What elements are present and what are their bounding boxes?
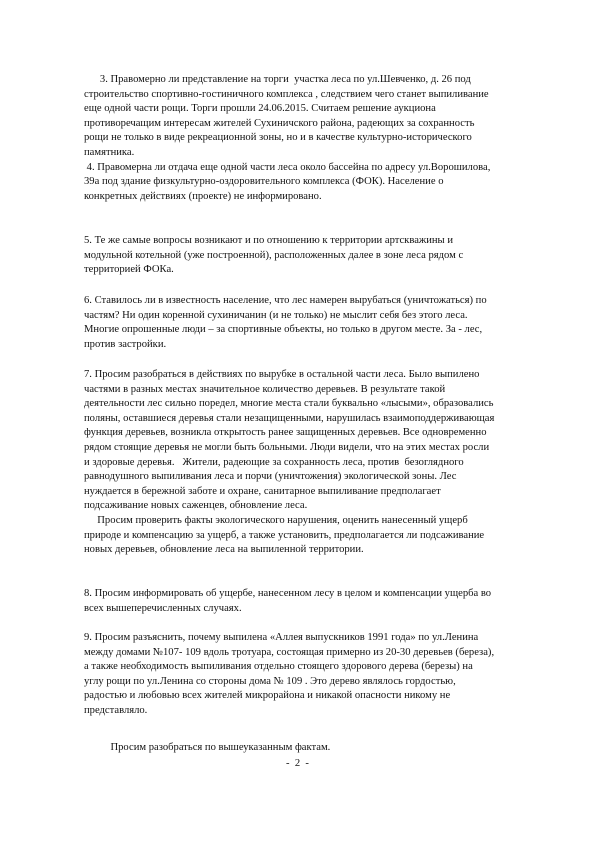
text-line: всех вышеперечисленных случаях.: [84, 602, 242, 614]
text-line: территорией ФОКа.: [84, 264, 174, 276]
text-line: Просим разобраться по вышеуказанным фактам.: [84, 742, 331, 753]
text-line: рядом стоящие деревья не могли быть больными. Люди видели, что на этих местах росли: [84, 441, 490, 453]
text-line: 8. Просим информировать об ущербе, нанесенном лесу в целом и компенсации ущерба во: [84, 588, 492, 599]
text-line: модульной котельной (уже построенной), расположенных далее в зоне леса рядом с: [84, 249, 464, 261]
text-line: равнодушного выпиливания леса и порчи (уничтожения) экологической зоны. Лес: [84, 471, 457, 483]
text-line: углу рощи по ул.Ленина со стороны дома № 109 . Это дерево являлось гордостью,: [84, 675, 456, 687]
text-line: нуждается в бережной заботе и охране, санитарное выпиливание предполагает: [84, 485, 441, 497]
text-line: и здоровые деревья. Жители, радеющие за сохранность леса, против безоглядного: [84, 456, 464, 468]
paragraph-7: [84, 368, 540, 558]
text-line: 6. Ставилось ли в известность население, что лес намерен вырубаться (уничтожаться) по: [84, 295, 487, 306]
paragraph-6: [84, 294, 540, 352]
text-line: новых деревьев, обновление леса на выпиленной территории.: [84, 544, 364, 556]
text-line: функция деревьев, возникла открытость ранее защищенных деревьев. Все одновременно: [84, 427, 487, 439]
text-line: подсаживание новых саженцев, обновление леса.: [84, 500, 308, 512]
text-line: природе и компенсацию за ущерб, а также установить, предполагается ли подсаживание: [84, 529, 485, 541]
text-line: а также необходимость выпиливания отдельно стоящего здорового дерева (березы) на: [84, 661, 473, 673]
paragraph-5: [84, 234, 540, 278]
text-line: Просим проверить факты экологического нарушения, оценить нанесенный ущерб: [84, 514, 468, 526]
text-line: Многие опрошенные люди – за спортивные объекты, но только в другом месте. За - лес,: [84, 324, 483, 336]
page-number: - 2 -: [286, 758, 309, 769]
text-line: 3. Правомерно ли представление на торги участка леса по ул.Шевченко, д. 26 под: [84, 74, 471, 85]
text-line: между домами №107- 109 вдоль тротуара, состоящая примерно из 20-30 деревьев (береза),: [84, 646, 495, 658]
text-line: 39а под здание физкультурно-оздоровительного комплекса (ФОК). Население о: [84, 176, 444, 188]
text-line: частями в разных местах значительное количество деревьев. В результате такой: [84, 383, 446, 395]
text-line: строительство спортивно-гостиничного комплекса , следствием чего станет выпиливание: [84, 88, 489, 100]
text-line: радостью и любовью всех жителей микрорайона и никакой опасности никому не: [84, 690, 451, 702]
text-line: противоречащим интересам жителей Сухиничского района, радеющих за сохранность: [84, 117, 475, 129]
text-line: рощи не только в виде рекреационной зоны, но и в качестве культурно-исторического: [84, 132, 472, 144]
text-line: 7. Просим разобраться в действиях по вырубке в остальной части леса. Было выпилено: [84, 369, 480, 380]
paragraph-3-4: [84, 73, 540, 204]
text-line: 5. Те же самые вопросы возникают и по отношению к территории артскважины и: [84, 235, 453, 246]
text-line: еще одной части рощи. Торги прошли 24.06.2015. Считаем решение аукциона: [84, 103, 436, 115]
text-line: конкретных действиях (проекте) не информировано.: [84, 190, 322, 202]
text-line: деятельности лес сильно поредел, многие места стали буквально «лысыми», образовались: [84, 398, 494, 410]
text-line: 4. Правомерна ли отдача еще одной части леса около бассейна по адресу ул.Ворошилова,: [84, 161, 491, 173]
paragraph-8: [84, 587, 540, 616]
closing-line: [84, 741, 540, 756]
text-line: поляны, оставшиеся деревья стали незащищенными, нарушилась взаимоподдерживающая: [84, 412, 495, 424]
text-line: 9. Просим разъяснить, почему выпилена «Аллея выпускников 1991 года» по ул.Ленина: [84, 632, 479, 643]
text-line: против застройки.: [84, 338, 167, 350]
text-line: частям? Ни один коренной сухиничанин (и не только) не мыслит себя без этого леса.: [84, 309, 468, 321]
text-line: памятника.: [84, 146, 135, 158]
text-line: представляло.: [84, 704, 148, 716]
paragraph-9: [84, 631, 540, 719]
